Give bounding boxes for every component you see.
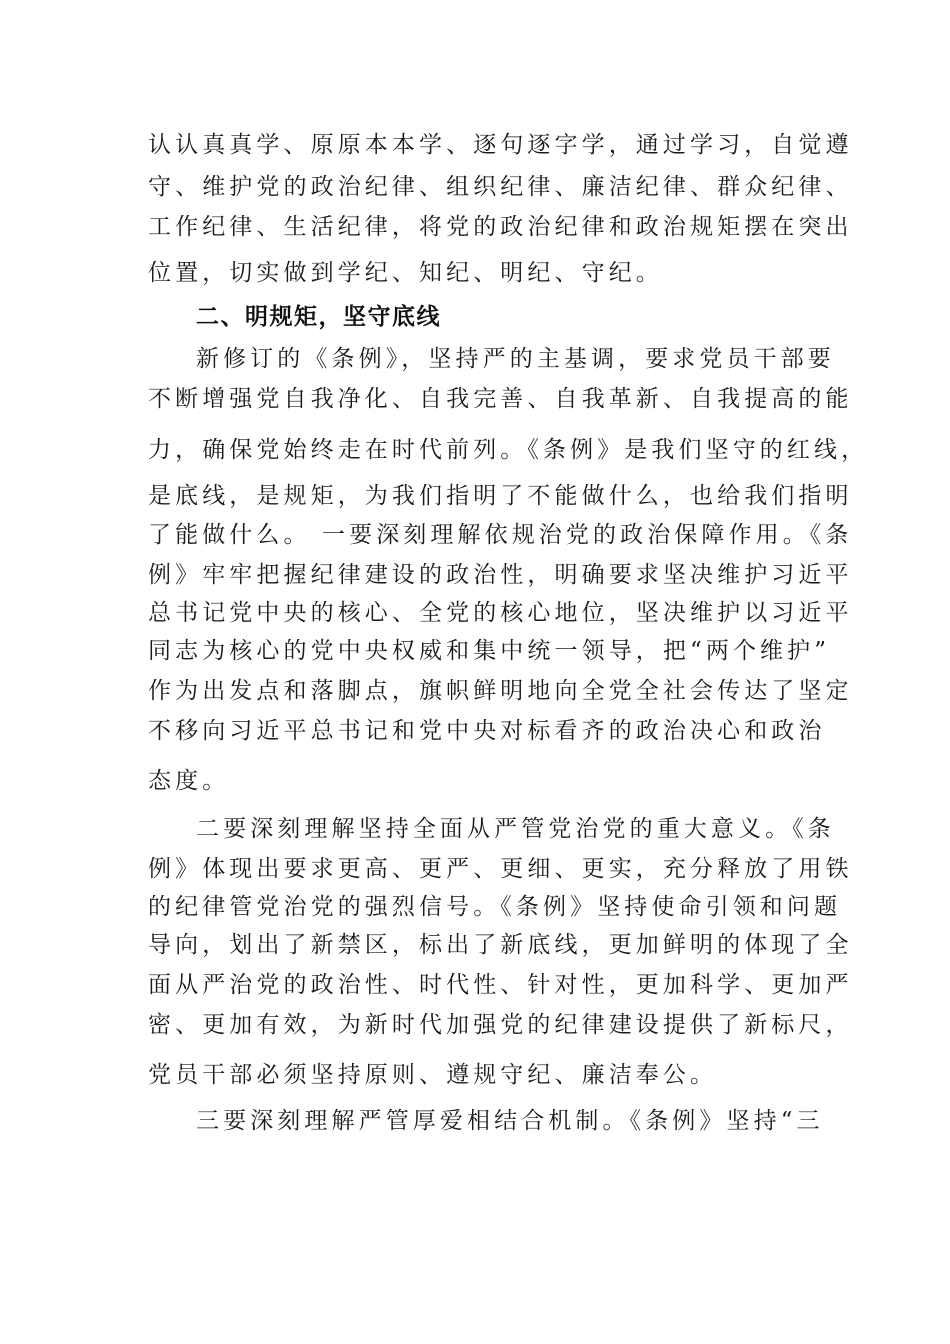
- text-line: 例》体现出要求更高、更严、更细、更实，充分释放了用铁: [148, 856, 853, 882]
- text-line: 密、更加有效，为新时代加强党的纪律建设提供了新标尺，: [148, 1012, 853, 1038]
- text-line: 党员干部必须坚持原则、遵规守纪、廉洁奉公。: [148, 1062, 718, 1088]
- text-line: 不断增强党自我净化、自我完善、自我革新、自我提高的能: [148, 386, 853, 412]
- text-line: 守、维护党的政治纪律、组织纪律、廉洁纪律、群众纪律、: [148, 174, 853, 200]
- text-line: 二要深刻理解坚持全面从严管党治党的重大意义。《条: [196, 816, 835, 842]
- text-line: 态度。: [148, 768, 230, 794]
- text-line: 新修订的《条例》，坚持严的主基调，要求党员干部要: [196, 346, 835, 372]
- text-line: 认认真真学、原原本本学、逐句逐字学，通过学习，自觉遵: [148, 132, 853, 158]
- text-line: 工作纪律、生活纪律，将党的政治纪律和政治规矩摆在突出: [148, 214, 853, 240]
- text-line: 位置，切实做到学纪、知纪、明纪、守纪。: [148, 260, 663, 286]
- text-line: 三要深刻理解严管厚爱相结合机制。《条例》坚持“三: [196, 1108, 824, 1134]
- text-line: 作为出发点和落脚点，旗帜鲜明地向全党全社会传达了坚定: [148, 678, 853, 704]
- text-line: 例》牢牢把握纪律建设的政治性，明确要求坚决维护习近平: [148, 562, 853, 588]
- text-line: 总书记党中央的核心、全党的核心地位，坚决维护以习近平: [148, 600, 853, 626]
- text-line: 的纪律管党治党的强烈信号。《条例》坚持使命引领和问题: [148, 894, 842, 920]
- text-line: 不移向习近平总书记和党中央对标看齐的政治决心和政治: [148, 718, 826, 744]
- text-line: 同志为核心的党中央权威和集中统一领导，把“两个维护”: [148, 638, 831, 664]
- section-heading: 二、明规矩，坚守底线: [196, 304, 441, 330]
- text-line: 导向，划出了新禁区，标出了新底线，更加鲜明的体现了全: [148, 932, 853, 958]
- text-line: 力，确保党始终走在时代前列。《条例》是我们坚守的红线，: [148, 437, 869, 463]
- text-line: 了能做什么。 一要深刻理解依规治党的政治保障作用。《条: [148, 522, 853, 548]
- text-line: 面从严治党的政治性、时代性、针对性，更加科学、更加严: [148, 972, 853, 998]
- text-line: 是底线，是规矩，为我们指明了不能做什么，也给我们指明: [148, 483, 853, 509]
